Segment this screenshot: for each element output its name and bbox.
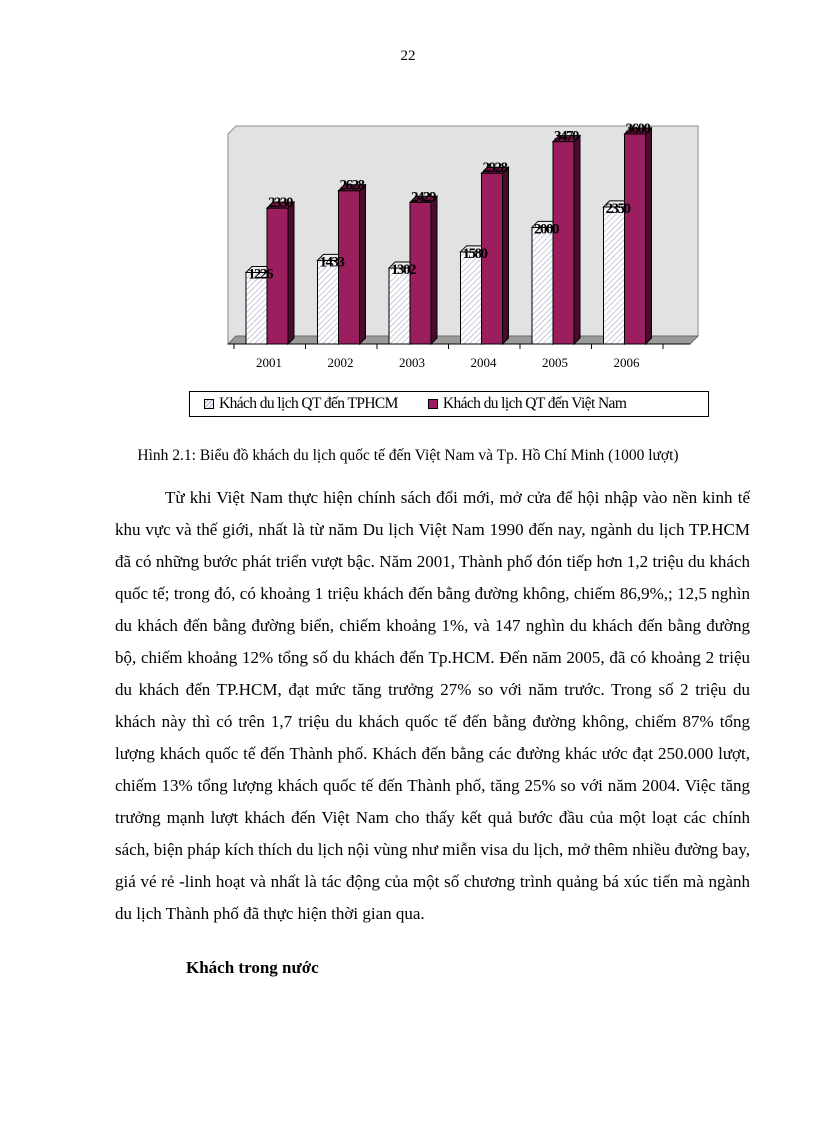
- data-label-tphcm-2004: 1580: [462, 245, 487, 262]
- bar-vietnam-2003-side: [431, 196, 437, 344]
- x-tick-2001: 2001: [256, 355, 282, 370]
- bar-vietnam-2006: [625, 128, 652, 344]
- chart-canvas: [180, 118, 720, 378]
- legend-item-tphcm: [204, 395, 398, 413]
- data-label-tphcm-2001: 1226: [248, 266, 272, 283]
- body-paragraph: Từ khi Việt Nam thực hiện chính sách đổi mới, mở cửa để hội nhập vào nền kinh tế khu vực và thế giới, nhất là từ năm Du lịch Việt Nam 1990 đến nay, ngành du lịch TP.HCM đã có những bước phát triển vượt bậc. Năm 2001, Thành phố đón tiếp hơn 1,2 triệu du khách quốc tế; trong đó, có khoảng 1 triệu khách đến bằng đường không, chiếm 86,9%,; 12,5 nghìn du khách đến bằng đường biển, chiếm khoảng 1%, và 147 nghìn du khách đến bằng đường bộ, chiếm khoảng 12% tổng số du khách đến Tp.HCM. Đến năm 2005, đã có khoảng 2 triệu du khách đến TP.HCM, đạt mức tăng trưởng 27% so với năm trước. Trong số 2 triệu du khách này thì có trên 1,7 triệu du khách quốc tế đến bằng đường không, chiếm 87% tổng lượng khách quốc tế đến Thành phố. Khách đến bằng các đường khác ước đạt 250.000 lượt, chiếm 13% tổng lượng khách quốc tế đến Thành phố, tăng 25% so với năm 2004. Việc tăng trưởng mạnh lượt khách đến Việt Nam cho thấy kết quả bước đầu của một loạt các chính sách, biện pháp kích thích du lịch nội vùng như miễn visa du lịch, mở thêm nhiều đường bay, giá vé rẻ -linh hoạt và nhất là tác động của một số chương trình quảng bá xúc tiến mà ngành du lịch Thành phố đã thực hiện thời gian qua.: [115, 488, 750, 923]
- bar-tphcm-2001-front: [246, 272, 267, 344]
- data-label-vietnam-2004: 2928: [482, 160, 507, 177]
- bar-vietnam-2002-side: [360, 185, 366, 344]
- legend-swatch-hatched: [204, 399, 214, 409]
- x-tick-2005: 2005: [542, 355, 568, 370]
- data-label-vietnam-2002: 2628: [339, 177, 364, 194]
- x-tick-2006: 2006: [613, 355, 640, 370]
- legend-label-tphcm: Khách du lịch QT đến TPHCM: [219, 395, 398, 412]
- data-label-vietnam-2003: 2429: [411, 189, 435, 206]
- bar-tphcm-2002-front: [318, 260, 339, 344]
- bar-chart: [180, 118, 720, 428]
- bar-vietnam-2004-side: [503, 167, 509, 344]
- bar-tphcm-2005-front: [532, 227, 553, 344]
- x-tick-2003: 2003: [399, 355, 425, 370]
- bar-vietnam-2005-side: [574, 136, 580, 344]
- bar-tphcm-2003-front: [389, 268, 410, 344]
- x-tick-2002: 2002: [327, 355, 354, 370]
- figure-caption: Hình 2.1: Biểu đồ khách du lịch quốc tế đến Việt Nam và Tp. Hồ Chí Minh (1000 lượt): [137, 447, 679, 464]
- bar-vietnam-2006-front: [625, 134, 646, 344]
- data-label-vietnam-2006: 3600: [625, 121, 650, 137]
- data-label-tphcm-2003: 1302: [391, 262, 415, 279]
- bar-tphcm-2004-front: [461, 252, 482, 344]
- section-heading: Khách trong nước: [186, 958, 319, 977]
- data-label-tphcm-2005: 2000: [534, 221, 558, 238]
- bar-tphcm-2006-front: [604, 207, 625, 344]
- bar-vietnam-2005-front: [553, 142, 574, 344]
- legend-label-vietnam: Khách du lịch QT đến Việt Nam: [442, 395, 627, 412]
- body-text: [115, 482, 750, 930]
- legend-swatch-solid: [428, 399, 438, 409]
- bar-vietnam-2001-side: [288, 202, 294, 344]
- data-label-vietnam-2001: 2330: [268, 195, 292, 212]
- page-number: 22: [400, 48, 416, 64]
- bar-vietnam-2006-side: [646, 128, 652, 344]
- bar-vietnam-2005: [553, 136, 580, 344]
- chart-x-ticks: [234, 344, 663, 370]
- data-label-tphcm-2006: 2350: [605, 200, 630, 217]
- x-tick-2004: 2004: [470, 355, 497, 370]
- data-label-vietnam-2005: 3470: [554, 128, 578, 145]
- data-label-tphcm-2002: 1433: [319, 254, 344, 271]
- chart-legend: [189, 391, 709, 417]
- legend-item-vietnam: [428, 395, 626, 413]
